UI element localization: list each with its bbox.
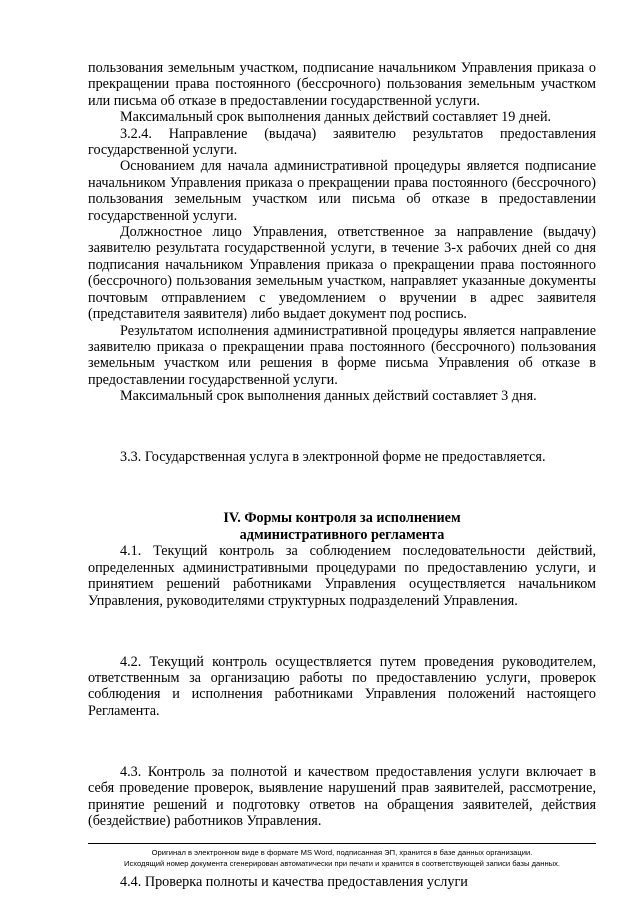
page-footer	[88, 843, 596, 869]
paragraph: Основанием для начала административной процедуры является подписание начальником Управления приказа о прекращении права постоянного (бессрочного) пользования земельным участком или письма об отказе в предоставлении государственной услуги.	[88, 158, 596, 224]
blank-line	[88, 480, 596, 496]
paragraph: 4.4. Проверка полноты и качества предоставления услуги	[120, 874, 468, 891]
paragraph: 3.3. Государственная услуга в электронной форме не предоставляется.	[120, 449, 546, 466]
blank-line	[88, 623, 596, 639]
footer-line-2: Исходящий номер документа сгенерирован автоматически при печати и хранится в соответствующей записи базы данных.	[123, 859, 560, 868]
paragraph: 4.3. Контроль за полнотой и качеством предоставления услуги включает в себя проведение проверок, выявление нарушений прав заявителей, рассмотрение, принятие решений и подготовку ответов на обращения заявителей, действия (бездействие) работников Управления.	[88, 764, 596, 830]
paragraph: пользования земельным участком, подписание начальником Управления приказа о прекращении права постоянного (бессрочного) пользования земельным участком или письма об отказе в предоставлении государственной услуги.	[88, 60, 596, 109]
paragraph: Должностное лицо Управления, ответственное за направление (выдачу) заявителю результата государственной услуги, в течение 3-х рабочих дней со дня подписания начальником Управления приказа о прекращении права постоянного (бессрочного) пользования земельным участком, направляет указанные документы почтовым отправлением с уведомлением о вручении в адрес заявителя (представителя заявителя) либо выдает документ под роспись.	[88, 224, 596, 323]
paragraph: Максимальный срок выполнения данных действий составляет 19 дней.	[120, 109, 552, 126]
paragraph: 4.1. Текущий контроль за соблюдением последовательности действий, определенных административными процедурами по предоставлению услуги, и принятием решений работниками Управления осуществляется начальником Управления, руководителями структурных подразделений Управления.	[88, 543, 596, 609]
paragraph: 3.2.4. Направление (выдача) заявителю результатов предоставления государственной услуги.	[88, 125, 596, 159]
document-body	[88, 60, 596, 891]
paragraph: Результатом исполнения административной процедуры является направление заявителю приказа о прекращении права постоянного (бессрочного) пользования земельным участком или решения в форме письма Управления об отказе в предоставлении государственной услуги.	[88, 322, 596, 388]
paragraph: 4.2. Текущий контроль осуществляется путем проведения руководителем, ответственным за организацию работы по предоставлению услуги, проверок соблюдения и исполнения работниками Управления положений настоящего Регламента.	[88, 653, 596, 719]
paragraph: Максимальный срок выполнения данных действий составляет 3 дня.	[120, 388, 537, 405]
blank-line	[88, 733, 596, 749]
section-heading: IV. Формы контроля за исполнением административного регламента	[223, 510, 461, 543]
blank-line	[88, 419, 596, 435]
footer-line-1: Оригинал в электронном виде в формате MS Word, подписанная ЭП, хранится в базе данных организации.	[151, 848, 533, 857]
